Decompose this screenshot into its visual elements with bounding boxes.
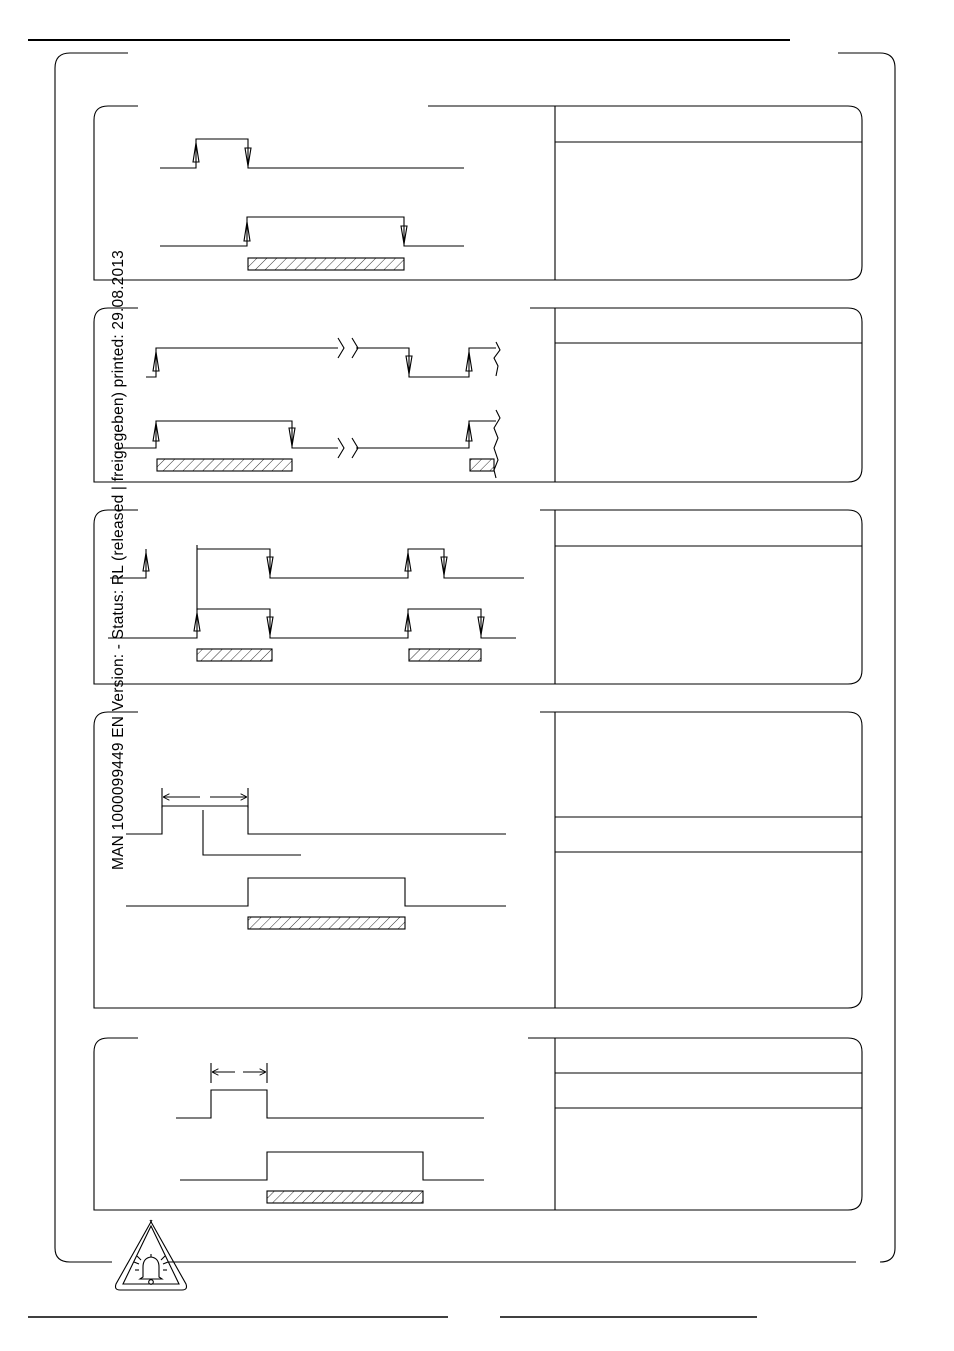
timing-panel-5 <box>94 1038 862 1210</box>
timing-panel-4 <box>94 712 862 1008</box>
bell-warning-icon <box>116 1220 187 1290</box>
timing-panel-2 <box>94 308 862 482</box>
document-side-note: MAN 1000099449 EN Version: - Status: RL (released | freigegeben) printed: 29.08.2013 <box>110 250 127 870</box>
timing-panel-1 <box>94 106 862 280</box>
timing-panel-3 <box>94 510 862 684</box>
